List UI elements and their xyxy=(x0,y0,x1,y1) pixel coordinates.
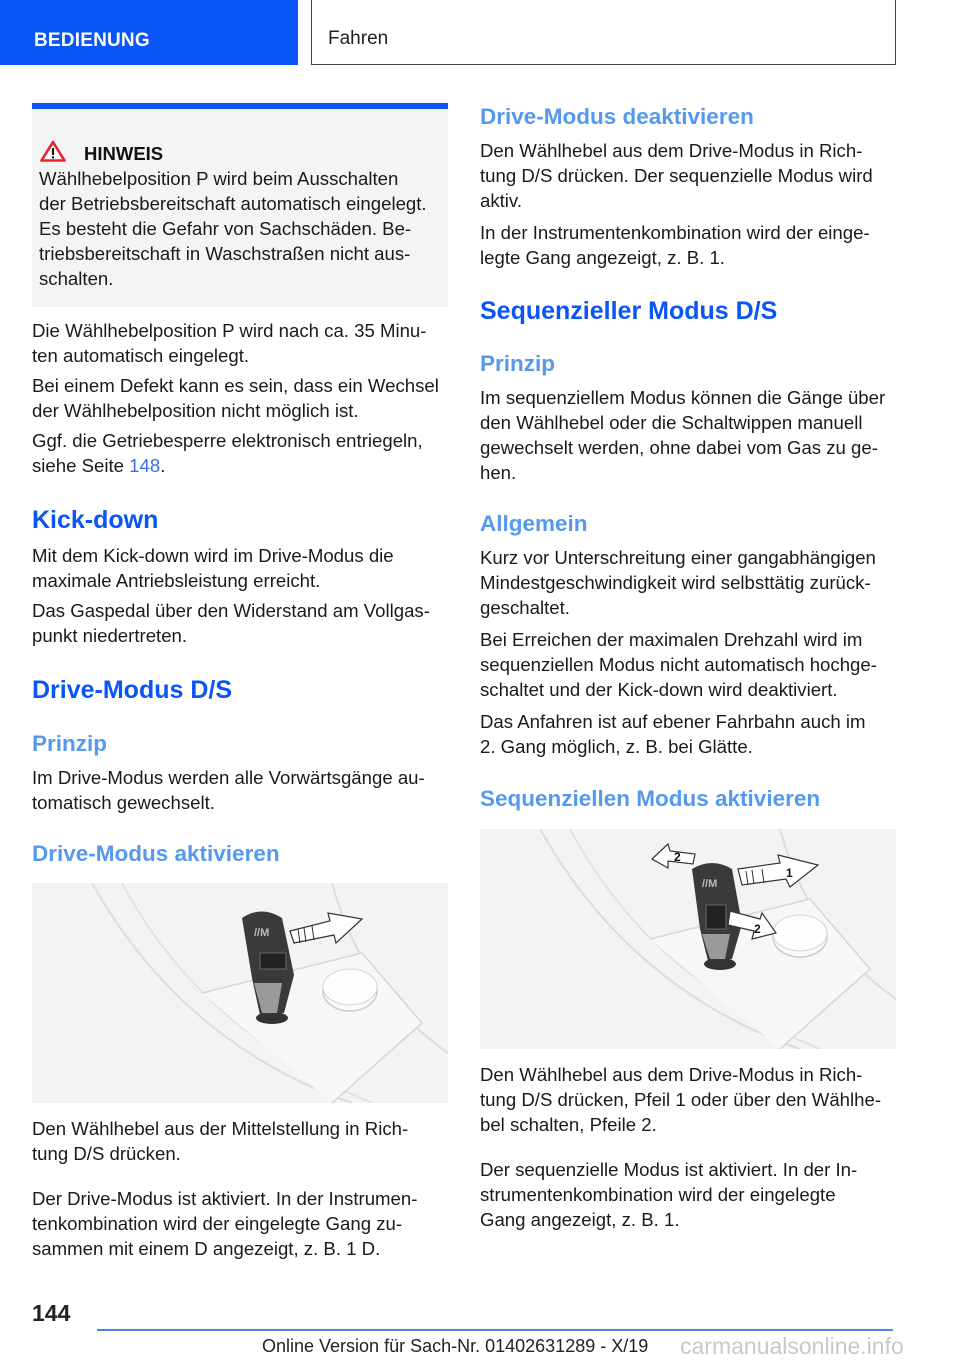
svg-text:2: 2 xyxy=(754,922,761,936)
paragraph-unlock: Ggf. die Getriebesperre elektronisch entriegeln, siehe Seite 148. xyxy=(32,430,423,476)
section-tab xyxy=(0,0,298,65)
paragraph-defect: Bei einem Defekt kann es sein, dass ein Wechsel der Wählhebelposition nicht möglich ist. xyxy=(32,375,439,421)
paragraph-principle: Im Drive-Modus werden alle Vorwärtsgänge au- tomatisch gewechselt. xyxy=(32,767,425,813)
footer-divider xyxy=(97,1329,893,1331)
paragraph-kickdown-2: Das Gaspedal über den Widerstand am Vollgas- punkt niedertreten. xyxy=(32,600,430,646)
warning-triangle-icon xyxy=(40,140,66,167)
warning-line: schalten. xyxy=(39,268,114,289)
warning-line: Wählhebelposition P wird beim Ausschalten xyxy=(39,168,399,189)
paragraph-deactivate-2: In der Instrumentenkombination wird der einge- legte Gang angezeigt, z. B. 1. xyxy=(480,222,870,268)
chapter-title: Fahren xyxy=(328,28,389,49)
warning-line: triebsbereitschaft in Waschstraßen nicht aus- xyxy=(39,243,411,264)
figure-gear-lever-drive xyxy=(32,883,448,1103)
paragraph-drive-activate-2: Der Drive-Modus ist aktiviert. In der Instrumen- tenkombination wird der eingelegte Gang zu- sammen mit einem D angezeigt, z. B. 1 D. xyxy=(32,1188,418,1259)
section-title: BEDIENUNG xyxy=(34,30,150,51)
heading-seq-principle: Prinzip xyxy=(480,351,556,376)
figure-gear-lever-sequential xyxy=(480,829,896,1049)
paragraph-general-2: Bei Erreichen der maximalen Drehzahl wird im sequenziellen Modus nicht automatisch hochge- schaltet und der Kick-down wird deaktiviert. xyxy=(480,629,877,700)
heading-drive-mode: Drive-Modus D/S xyxy=(32,676,233,704)
heading-drive-activate: Drive-Modus aktivieren xyxy=(32,841,280,866)
warning-title: HINWEIS xyxy=(84,142,164,164)
page-link-148[interactable]: 148 xyxy=(129,455,161,476)
footer-version: Online Version für Sach-Nr. 01402631289 - X/19 xyxy=(262,1336,649,1356)
paragraph-drive-activate-1: Den Wählhebel aus der Mittelstellung in Rich- tung D/S drücken. xyxy=(32,1118,409,1164)
heading-kickdown: Kick-down xyxy=(32,506,159,534)
paragraph-auto-park: Die Wählhebelposition P wird nach ca. 35 Minu- ten automatisch eingelegt. xyxy=(32,320,427,366)
paragraph-general-1: Kurz vor Unterschreitung einer gangabhängigen Mindestgeschwindigkeit wird selbsttätig zurück- geschaltet. xyxy=(480,547,876,618)
page-number: 144 xyxy=(32,1300,71,1326)
warning-box xyxy=(32,103,448,307)
svg-text://M: //M xyxy=(254,927,270,939)
paragraph-seq-activate-2: Der sequenzielle Modus ist aktiviert. In der In- strumentenkombination wird der eingelegte Gang angezeigt, z. B. 1. xyxy=(480,1159,858,1230)
paragraph-seq-activate-1: Den Wählhebel aus dem Drive-Modus in Rich- tung D/S drücken, Pfeil 1 oder über den Wählhe- bel schalten, Pfeile 2. xyxy=(480,1064,882,1135)
svg-text://M: //M xyxy=(702,878,718,890)
warning-line: Es besteht die Gefahr von Sachschäden. Be- xyxy=(39,218,412,239)
heading-seq-activate: Sequenziellen Modus aktivieren xyxy=(480,786,821,811)
paragraph-deactivate-1: Den Wählhebel aus dem Drive-Modus in Rich- tung D/S drücken. Der sequenzielle Modus wird aktiv. xyxy=(480,140,873,211)
svg-text:1: 1 xyxy=(786,866,793,880)
heading-principle: Prinzip xyxy=(32,731,108,756)
warning-line: der Betriebsbereitschaft automatisch eingelegt. xyxy=(39,193,427,214)
heading-general: Allgemein xyxy=(480,511,588,536)
svg-text:2: 2 xyxy=(674,850,681,864)
paragraph-kickdown-1: Mit dem Kick-down wird im Drive-Modus die maximale Antriebsleistung erreicht. xyxy=(32,545,394,591)
chapter-tab xyxy=(311,0,896,65)
paragraph-general-3: Das Anfahren ist auf ebener Fahrbahn auch im 2. Gang möglich, z. B. bei Glätte. xyxy=(480,711,866,757)
watermark: carmanualsonline.info xyxy=(680,1333,904,1359)
paragraph-seq-principle: Im sequenziellem Modus können die Gänge über den Wählhebel oder die Schaltwippen manuell gewechselt werden, ohne dabei vom Gas zu ge- hen. xyxy=(480,387,886,483)
warning-text xyxy=(39,166,449,291)
heading-sequential-mode: Sequenzieller Modus D/S xyxy=(480,297,778,325)
heading-drive-deactivate: Drive-Modus deaktivieren xyxy=(480,104,754,129)
